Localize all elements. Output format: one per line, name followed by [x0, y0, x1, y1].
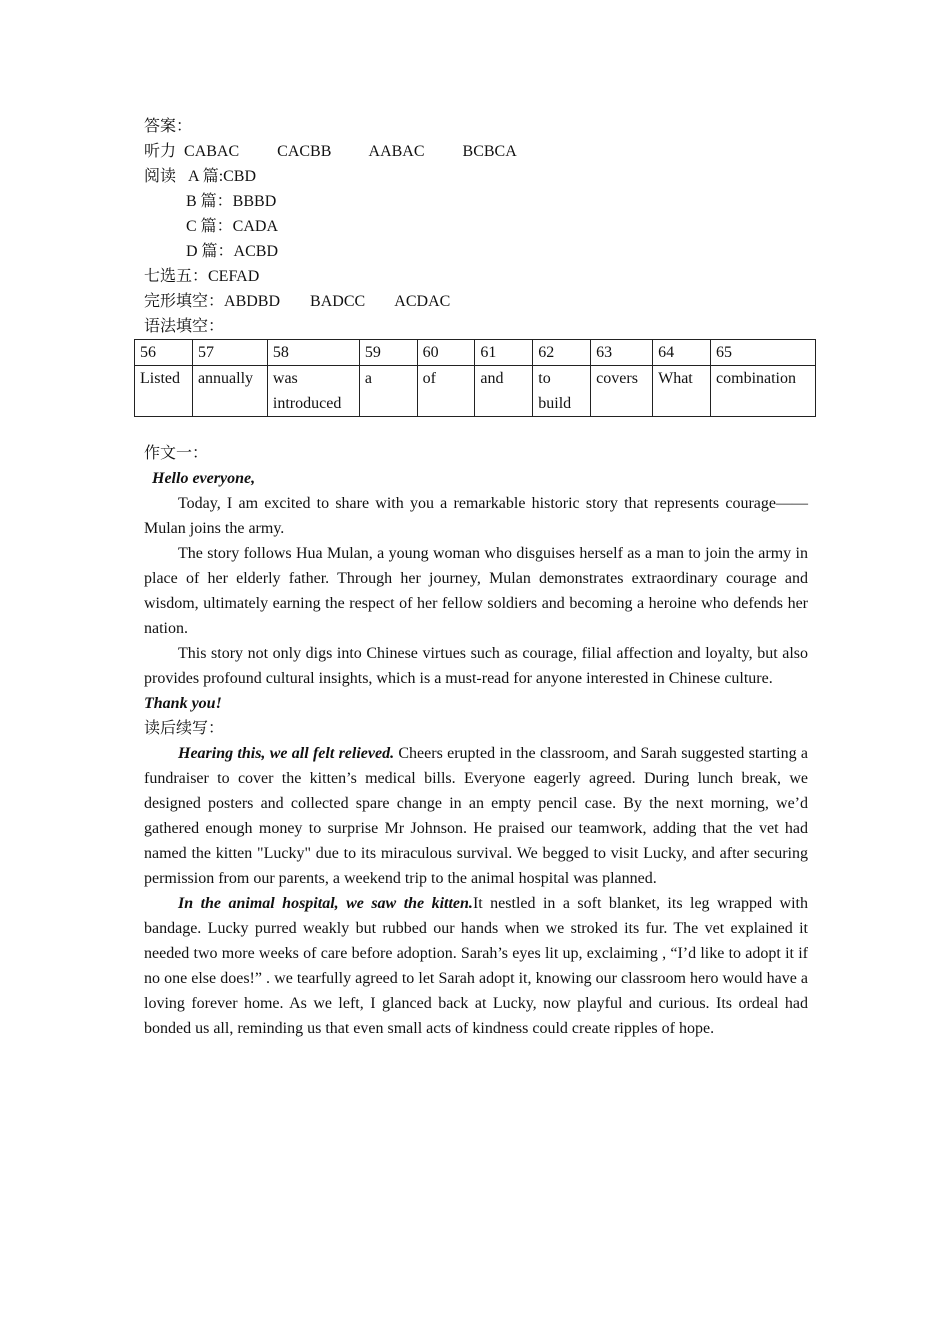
listening-group-2: CACBB [277, 143, 332, 160]
cloze-group-3: ACDAC [394, 293, 451, 310]
grammar-number-cell: 64 [653, 340, 711, 366]
cloze-group-2: BADCC [310, 293, 366, 310]
grammar-answer-cell: was introduced [267, 366, 359, 417]
grammar-number-cell: 57 [192, 340, 267, 366]
grammar-answer-cell: a [359, 366, 417, 417]
grammar-answer-cell: annually [192, 366, 267, 417]
grammar-answer-cell: of [417, 366, 475, 417]
continuation-p1-body: Cheers erupted in the classroom, and Sarah suggested starting a fundraiser to cover the kitten’s medical bills. Everyone eagerly agreed. During lunch break, we designed posters and collected spare change in an empty pencil case. By the next morning, we’d gathered enough money to surprise Mr Johnson. He praised our teamwork, adding that the vet had named the kitten "Lucky" due to its miraculous survival. We begged to visit Lucky, and after securing permission from our parents, a weekend trip to the animal hospital was planned. [144, 745, 809, 887]
grammar-number-cell: 59 [359, 340, 417, 366]
essay1-paragraph-3: This story not only digs into Chinese virtues such as courage, filial affection and loyalty, but also provides profound cultural insights, which is a must-read for anyone interested in Chinese culture. [144, 645, 808, 687]
reading-b: B 篇：BBBD [186, 193, 277, 210]
grammar-answer-cell: to build [533, 366, 591, 417]
grammar-number-cell: 63 [591, 340, 653, 366]
answers-heading: 答案： [144, 118, 193, 135]
continuation-p2-lead: In the animal hospital, we saw the kitten. [178, 895, 473, 912]
grammar-number-cell: 65 [711, 340, 816, 366]
grammar-answer-cell: and [475, 366, 533, 417]
continuation-paragraph-1 [144, 741, 808, 891]
cloze-label: 完形填空： [144, 293, 225, 310]
essay1-greeting: Hello everyone, [152, 470, 256, 487]
essay1-paragraph-2: The story follows Hua Mulan, a young woman who disguises herself as a man to join the army in place of her elderly father. Through her journey, Mulan demonstrates extraordinary courage and wisdom, ultimately earning the respect of her fellow soldiers and becoming a heroine who defends her nation. [144, 545, 808, 637]
grammar-number-cell: 61 [475, 340, 533, 366]
essay1-heading: 作文一： [144, 445, 209, 462]
grammar-number-cell: 62 [533, 340, 591, 366]
writing-section [144, 441, 825, 1041]
reading-c: C 篇：CADA [186, 218, 279, 235]
grammar-answer-cell: What [653, 366, 711, 417]
listening-answers [144, 139, 808, 164]
continuation-heading: 读后续写： [144, 720, 225, 737]
listening-group-3: AABAC [368, 143, 425, 160]
listening-label: 听力 [144, 143, 177, 160]
grammar-answer-table [134, 339, 816, 417]
cloze-group-1: ABDBD [224, 293, 281, 310]
grammar-number-cell: 60 [417, 340, 475, 366]
essay1-paragraph-1: Today, I am excited to share with you a remarkable historic story that represents courage—— Mulan joins the army. [144, 495, 825, 537]
reading-a [144, 164, 808, 189]
answer-sheet [140, 114, 825, 1037]
essay1-closing: Thank you! [144, 695, 222, 712]
reading-a-answer: A 篇:CBD [188, 168, 257, 185]
grammar-number-cell: 58 [267, 340, 359, 366]
listening-group-4: BCBCA [462, 143, 517, 160]
grammar-answer-cell: Listed [135, 366, 193, 417]
continuation-p1-lead: Hearing this, we all felt relieved. [178, 745, 395, 762]
grammar-number-cell: 56 [135, 340, 193, 366]
grammar-answer-row [135, 366, 816, 417]
reading-label: 阅读 [144, 168, 177, 185]
grammar-label: 语法填空： [144, 318, 225, 335]
cloze-answers [144, 289, 808, 314]
listening-group-1: CABAC [184, 143, 240, 160]
reading-d: D 篇：ACBD [186, 243, 279, 260]
seven-five-answers: 七选五：CEFAD [144, 268, 260, 285]
grammar-answer-cell: covers [591, 366, 653, 417]
grammar-answer-cell: combination [711, 366, 816, 417]
continuation-p2-body: It nestled in a soft blanket, its leg wrapped with bandage. Lucky purred weakly but rubbed our hands when we stroked its fur. The vet explained it needed two more weeks of care before adoption. Sarah’s eyes lit up, exclaiming , “I’d like to adopt it if no one else does!” . we tearfully agreed to let Sarah adopt it, knowing our classroom hero would have a loving forever home. As we left, I glanced back at Lucky, now playful and curious. Its ordeal had bonded us all, reminding us that even small acts of kindness could create ripples of hope. [144, 895, 808, 1037]
grammar-number-row [135, 340, 816, 366]
continuation-paragraph-2 [144, 891, 808, 1041]
